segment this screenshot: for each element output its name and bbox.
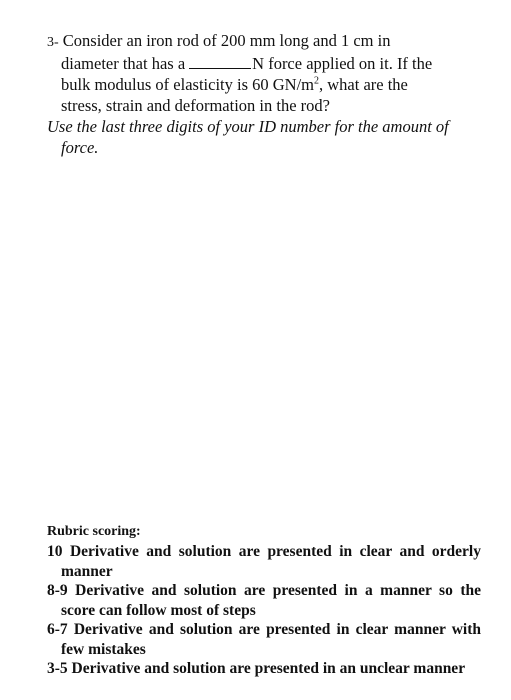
question-line-4	[47, 95, 497, 116]
rubric-item-6-7: 6-7 Derivative and solution are presented in clear manner with few mistakes	[47, 621, 481, 658]
instruction-text-2: force.	[61, 138, 99, 157]
instruction-text-1: Use the last three digits of your ID number for the amount of	[47, 117, 449, 136]
question-text-4: stress, strain and deformation in the rod?	[61, 96, 330, 115]
question-line-3	[47, 74, 497, 95]
question-text-2b: N force applied on it. If the	[252, 54, 433, 73]
force-blank	[189, 55, 251, 69]
question-text-3b: , what are the	[319, 75, 408, 94]
rubric-block	[47, 523, 481, 679]
question-text-2a: diameter that has a	[61, 54, 186, 73]
rubric-list	[47, 542, 481, 679]
question-number: 3-	[47, 35, 59, 50]
rubric-title: Rubric scoring:	[47, 524, 141, 539]
question-block	[47, 30, 497, 158]
question-line-2	[47, 53, 497, 74]
superscript-2: 2	[314, 75, 319, 87]
question-text-1: Consider an iron rod of 200 mm long and 1 cm in	[62, 31, 391, 50]
rubric-item-8-9: 8-9 Derivative and solution are presented in a manner so the score can follow most of steps	[47, 582, 481, 619]
question-line-1	[47, 30, 497, 53]
rubric-item-10: 10 Derivative and solution are presented in clear and orderly manner	[47, 543, 481, 580]
instruction-line-2	[47, 137, 497, 158]
instruction-line-1	[47, 116, 497, 137]
rubric-item-3-5: 3-5 Derivative and solution are presented in an unclear manner	[47, 660, 466, 677]
question-text-3a: bulk modulus of elasticity is 60 GN/m	[61, 75, 314, 94]
